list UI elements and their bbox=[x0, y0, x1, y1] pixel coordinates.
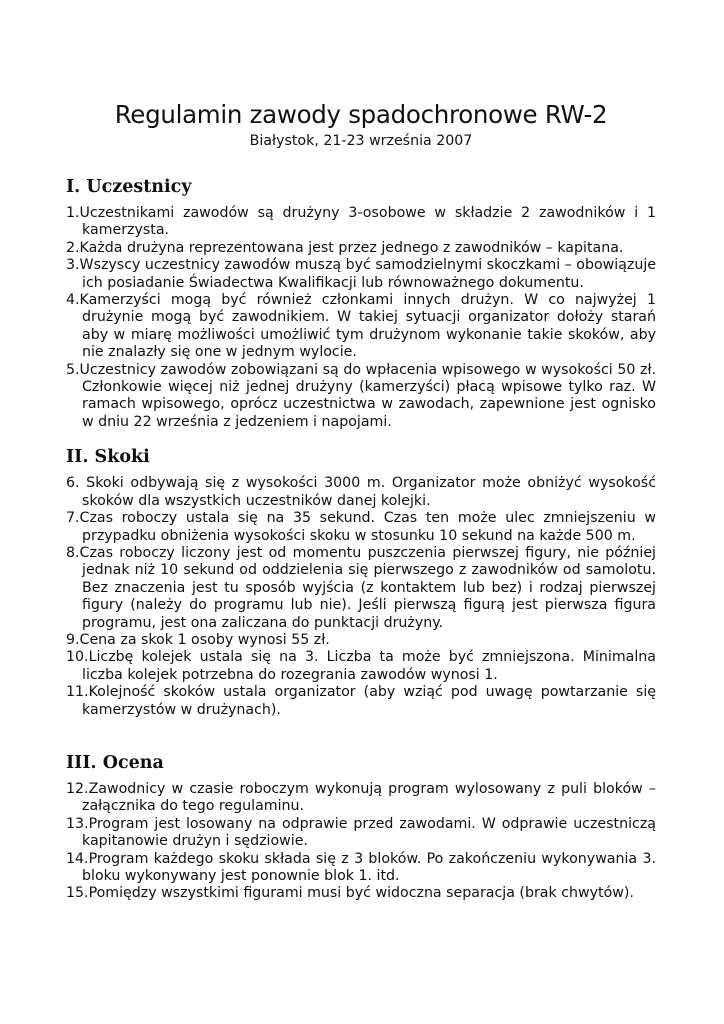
rule-item: 12.Zawodnicy w czasie roboczym wykonują program wylosowany z puli bloków – załącznika do tego regulaminu. bbox=[66, 780, 656, 815]
section-skoki bbox=[66, 447, 656, 719]
rules-list bbox=[66, 475, 656, 719]
rules-list bbox=[66, 205, 656, 431]
document-title: Regulamin zawody spadochronowe RW-2 bbox=[114, 100, 608, 129]
section-heading: III. Ocena bbox=[66, 752, 164, 773]
rule-item: 1.Uczestnikami zawodów są drużyny 3-osobowe w składzie 2 zawodników i 1 kamerzysta. bbox=[66, 205, 656, 239]
rule-item: 11.Kolejność skoków ustala organizator (aby wziąć pod uwagę powtarzanie się kamerzystów w drużynach). bbox=[66, 684, 656, 718]
rule-item: 9.Cena za skok 1 osoby wynosi 55 zł. bbox=[66, 631, 330, 648]
rule-item: 10.Liczbę kolejek ustala się na 3. Liczba ta może być zmniejszona. Minimalna liczba kolejek potrzebna do rozegrania zawodów wynosi 1. bbox=[66, 649, 656, 683]
rules-list bbox=[66, 781, 656, 903]
document-subtitle: Białystok, 21-23 września 2007 bbox=[249, 133, 473, 149]
rule-item: 4.Kamerzyści mogą być również członkami innych drużyn. W co najwyżej 1 drużynie mogą być zawodnikiem. W takiej sytuacji organizator dołoży starań aby w miarę możliwości umożliwić tym drużynom wykonanie takie skoków, aby nie znalazły się one w jednym wylocie. bbox=[66, 292, 656, 361]
section-heading: II. Skoki bbox=[66, 447, 150, 468]
rule-item: 5.Uczestnicy zawodów zobowiązani są do wpłacenia wpisowego w wysokości 50 zł. Członkowie więcej niż jednej drużyny (kamerzyści) płacą wpisowe tylko raz. W ramach wpisowego, oprócz uczestnictwa w zawodach, zapewnione jest ognisko w dniu 22 września z jedzeniem i napojami. bbox=[66, 361, 656, 430]
rule-item: 3.Wszyscy uczestnicy zawodów muszą być samodzielnymi skoczkami – obowiązuje ich posiadanie Świadectwa Kwalifikacji lub równoważnego dokumentu. bbox=[66, 257, 656, 291]
rule-item: 7.Czas roboczy ustala się na 35 sekund. Czas ten może ulec zmniejszeniu w przypadku obniżenia wysokości skoku w stosunku 10 sekund na każde 500 m. bbox=[66, 510, 656, 544]
rule-item: 13.Program jest losowany na odprawie przed zawodami. W odprawie uczestniczą kapitanowie drużyn i sędziowie. bbox=[66, 815, 656, 850]
section-uczestnicy bbox=[66, 177, 656, 431]
document-page bbox=[66, 100, 656, 903]
rule-item: 6. Skoki odbywają się z wysokości 3000 m. Organizator może obniżyć wysokość skoków dla wszystkich uczestników danej kolejki. bbox=[66, 475, 656, 509]
section-ocena bbox=[66, 753, 656, 903]
rule-item: 2.Każda drużyna reprezentowana jest przez jednego z zawodników – kapitana. bbox=[66, 239, 624, 256]
rule-item: 8.Czas roboczy liczony jest od momentu puszczenia pierwszej figury, nie później jednak niż 10 sekund od oddzielenia się pierwszego z zawodników od samolotu. Bez znaczenia jest tu sposób wyjścia (z kontaktem lub bez) i rodzaj pierwszej figury (należy do programu lub nie). Jeśli pierwszą figurą jest pierwsza figura programu, jest ona zaliczana do punktacji drużyny. bbox=[66, 544, 656, 631]
section-heading: I. Uczestnicy bbox=[66, 177, 192, 197]
rule-item: 15.Pomiędzy wszystkimi figurami musi być widoczna separacja (brak chwytów). bbox=[66, 885, 634, 902]
rule-item: 14.Program każdego skoku składa się z 3 bloków. Po zakończeniu wykonywania 3. bloku wykonywany jest ponownie blok 1. itd. bbox=[66, 850, 656, 884]
